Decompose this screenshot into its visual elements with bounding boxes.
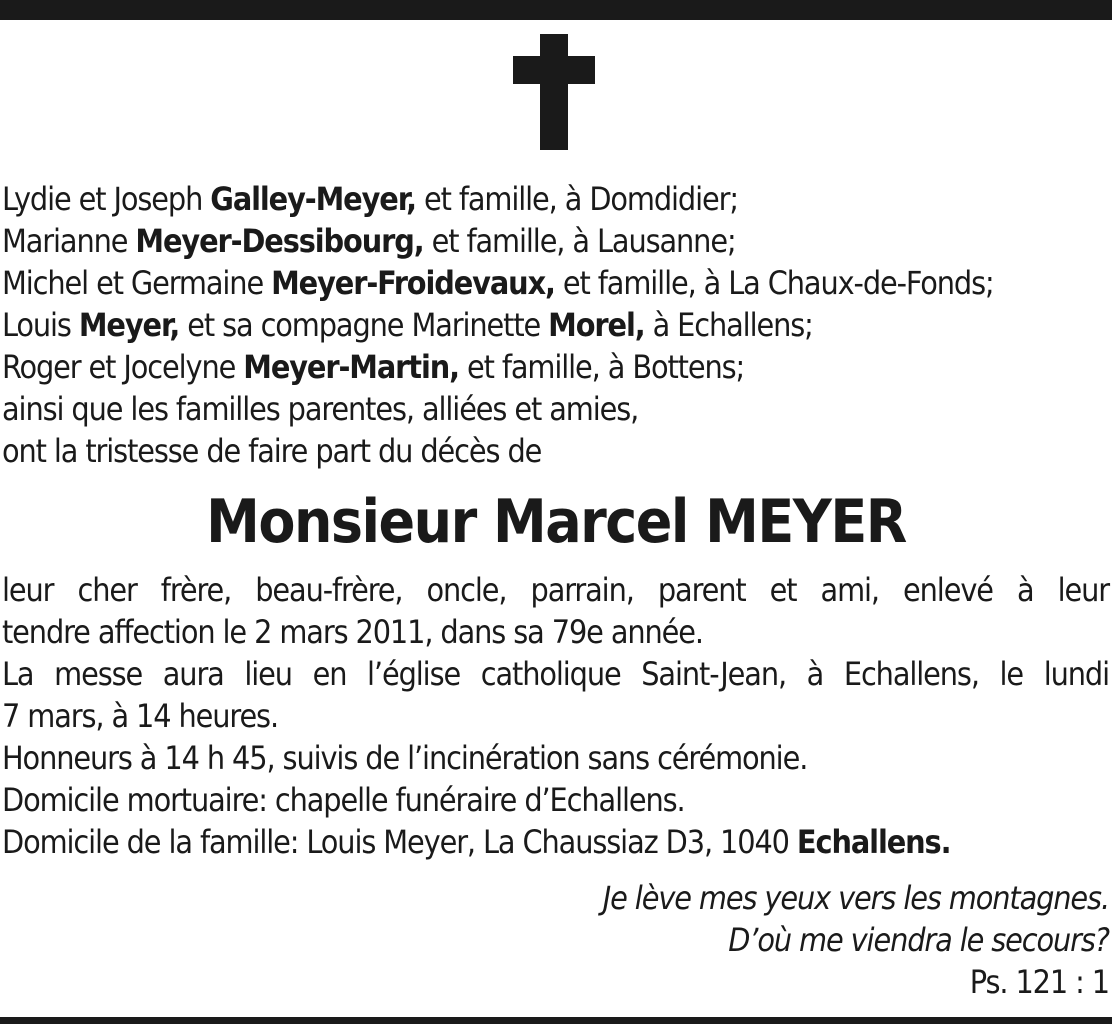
family-name-morel: Morel, (548, 306, 645, 344)
details-line-mass-time: 7 mars, à 14 heures. (2, 697, 279, 735)
family-list (2, 178, 1109, 472)
cross-icon (513, 34, 595, 150)
details-block (2, 569, 1109, 863)
verse-line-1: Je lève mes yeux vers les montagnes. (602, 879, 1109, 917)
details-line-family-address: Domicile de la famille: Louis Meyer, La Chaussiaz D3, 1040 Echallens. (2, 823, 951, 861)
family-line-meyer-dessibourg: Marianne Meyer-Dessibourg, et famille, à Lausanne; (2, 222, 736, 260)
top-border-rule (0, 0, 1112, 20)
cross-icon-vertical-bar (540, 34, 568, 150)
intro-line-announcement: ont la tristesse de faire part du décès de (2, 432, 542, 470)
family-name-galley-meyer: Galley-Meyer, (210, 180, 416, 218)
family-line-meyer-froidevaux: Michel et Germaine Meyer-Froidevaux, et famille, à La Chaux-de-Fonds; (2, 264, 994, 302)
family-name-meyer-martin: Meyer-Martin, (243, 348, 459, 386)
details-line-relationship: leur cher frère, beau-frère, oncle, parrain, parent et ami, enlevé à leur (2, 571, 1109, 609)
family-address-town: Echallens. (796, 823, 951, 861)
bottom-border-rule (0, 1017, 1112, 1024)
family-name-meyer-froidevaux: Meyer-Froidevaux, (271, 264, 555, 302)
details-line-mortuary: Domicile mortuaire: chapelle funéraire d’Echallens. (2, 781, 685, 819)
details-line-honours: Honneurs à 14 h 45, suivis de l’incinération sans cérémonie. (2, 739, 808, 777)
details-line-date: tendre affection le 2 mars 2011, dans sa 79e année. (2, 613, 703, 651)
deceased-name: Monsieur Marcel MEYER (206, 487, 906, 557)
verse-line-2: D’où me viendra le secours? (728, 921, 1109, 959)
psalm-verse (603, 877, 1109, 1003)
family-line-meyer-martin: Roger et Jocelyne Meyer-Martin, et famille, à Bottens; (2, 348, 745, 386)
family-line-louis-meyer: Louis Meyer, et sa compagne Marinette Morel, à Echallens; (2, 306, 813, 344)
verse-reference: Ps. 121 : 1 (969, 963, 1109, 1001)
family-line-galley-meyer: Lydie et Joseph Galley-Meyer, et famille, à Domdidier; (2, 180, 738, 218)
intro-line-relatives: ainsi que les familles parentes, alliées et amies, (2, 390, 639, 428)
family-name-meyer: Meyer, (78, 306, 180, 344)
cross-icon-horizontal-bar (513, 56, 595, 84)
family-name-meyer-dessibourg: Meyer-Dessibourg, (135, 222, 424, 260)
details-line-mass: La messe aura lieu en l’église catholique Saint-Jean, à Echallens, le lundi (2, 655, 1109, 693)
